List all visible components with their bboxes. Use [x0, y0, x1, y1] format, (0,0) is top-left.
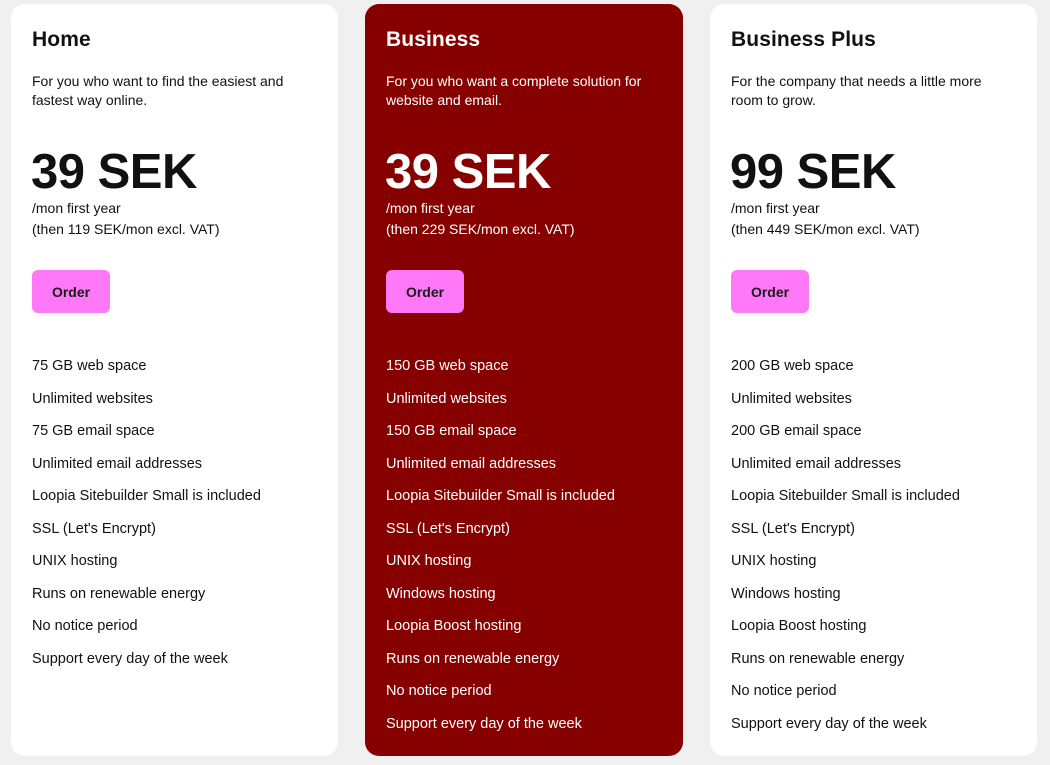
feature-item: UNIX hosting: [32, 553, 118, 569]
feature-item: Loopia Sitebuilder Small is included: [32, 488, 261, 504]
feature-item: Windows hosting: [731, 585, 841, 602]
price-then: (then 229 SEK/mon excl. VAT): [386, 221, 575, 237]
price-then: (then 449 SEK/mon excl. VAT): [731, 221, 920, 237]
plan-name: Home: [32, 28, 91, 51]
feature-item: 150 GB email space: [386, 423, 517, 439]
feature-item: No notice period: [386, 683, 492, 699]
feature-item: 75 GB web space: [32, 358, 147, 374]
feature-item: Runs on renewable energy: [32, 585, 206, 602]
price-period: /mon first year: [386, 200, 475, 216]
feature-list: [386, 356, 615, 746]
feature-item: Support every day of the week: [386, 715, 582, 732]
plan-price: 99 SEK: [730, 145, 896, 199]
feature-item: Support every day of the week: [32, 650, 228, 667]
plan-card-business-plus: [710, 4, 1037, 756]
price-period: /mon first year: [32, 200, 121, 216]
feature-item: Loopia Sitebuilder Small is included: [731, 488, 960, 504]
price-then: (then 119 SEK/mon excl. VAT): [32, 221, 220, 237]
plan-description: For you who want a complete solution for website and email.: [386, 73, 642, 108]
order-button-business[interactable]: Order: [386, 270, 464, 313]
plan-description: For you who want to find the easiest and fastest way online.: [32, 73, 284, 108]
order-button-home[interactable]: Order: [32, 270, 110, 313]
feature-item: 150 GB web space: [386, 358, 509, 374]
feature-item: 200 GB web space: [731, 358, 854, 374]
feature-item: Runs on renewable energy: [386, 650, 560, 667]
feature-item: Loopia Boost hosting: [731, 618, 867, 634]
feature-item: 75 GB email space: [32, 423, 155, 439]
feature-item: SSL (Let's Encrypt): [32, 520, 156, 537]
order-button-business-plus[interactable]: Order: [731, 270, 809, 313]
feature-item: Unlimited websites: [32, 390, 153, 407]
plan-name: Business: [386, 28, 481, 51]
feature-item: Unlimited email addresses: [386, 455, 557, 472]
plan-name: Business Plus: [731, 28, 876, 51]
feature-item: Unlimited websites: [731, 390, 852, 407]
feature-item: SSL (Let's Encrypt): [386, 520, 510, 537]
feature-list: [32, 356, 261, 681]
price-period: /mon first year: [731, 200, 820, 216]
feature-item: Unlimited websites: [386, 390, 507, 407]
feature-item: Loopia Sitebuilder Small is included: [386, 488, 615, 504]
plan-price: 39 SEK: [31, 145, 197, 199]
plan-card-home: [11, 4, 338, 756]
plan-card-business: [365, 4, 683, 756]
feature-item: Support every day of the week: [731, 715, 927, 732]
feature-item: Loopia Boost hosting: [386, 618, 522, 634]
feature-item: 200 GB email space: [731, 423, 862, 439]
feature-item: Unlimited email addresses: [731, 455, 902, 472]
feature-item: No notice period: [731, 683, 837, 699]
feature-item: Runs on renewable energy: [731, 650, 905, 667]
feature-item: Unlimited email addresses: [32, 455, 203, 472]
feature-item: SSL (Let's Encrypt): [731, 520, 855, 537]
feature-item: UNIX hosting: [386, 553, 472, 569]
feature-list: [731, 356, 960, 746]
plan-description: For the company that needs a little more room to grow.: [731, 73, 982, 108]
feature-item: No notice period: [32, 618, 138, 634]
feature-item: Windows hosting: [386, 585, 496, 602]
feature-item: UNIX hosting: [731, 553, 817, 569]
plan-price: 39 SEK: [385, 145, 551, 199]
